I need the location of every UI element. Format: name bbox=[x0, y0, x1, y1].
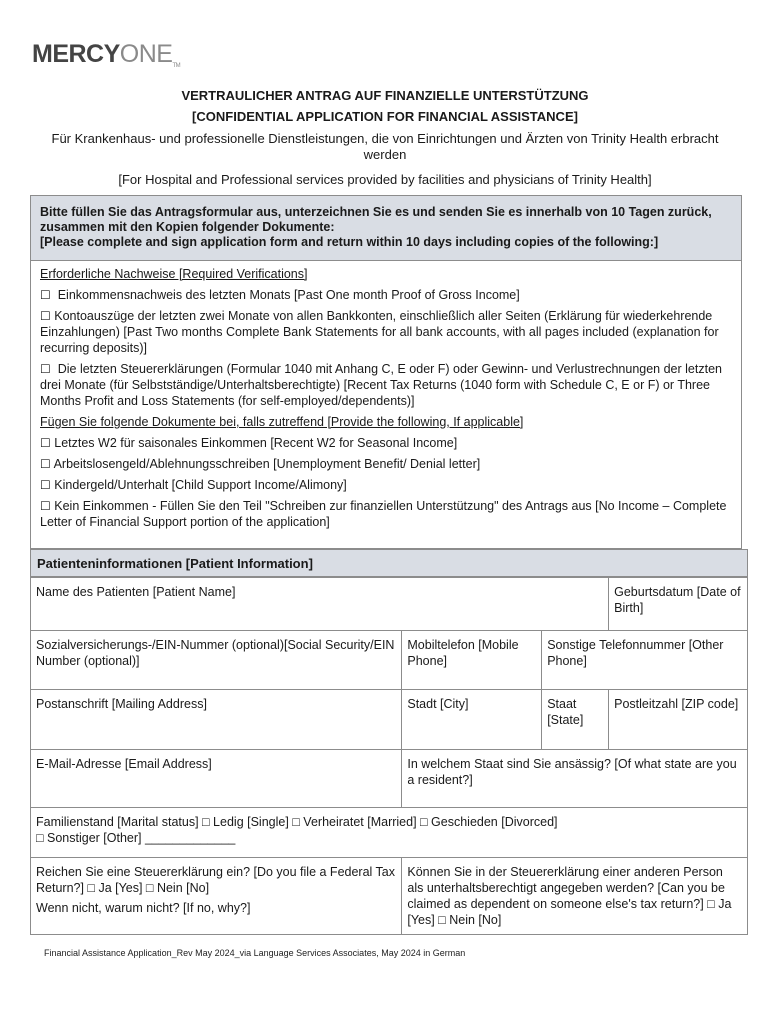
state-field[interactable]: Staat [State] bbox=[542, 690, 609, 750]
checkbox-icon[interactable]: ☐ bbox=[40, 288, 51, 302]
optional-item[interactable]: ☐ Kindergeld/Unterhalt [Child Support Income/Alimony] bbox=[40, 478, 347, 492]
mercyone-logo: MERCYONETM bbox=[32, 40, 181, 69]
instructions-box bbox=[30, 195, 742, 261]
dependent-field[interactable]: Können Sie in der Steuererklärung einer anderen Person als unterhaltsberechtigt angegeben werden? [Can you be claimed as dependent on someone else's tax return?] □ Ja [Yes] □ Nein [No] bbox=[402, 858, 748, 935]
footer-note: Financial Assistance Application_Rev May 2024_via Language Services Associates, May 2024 in German bbox=[44, 948, 466, 958]
resident-state-field[interactable]: In welchem Staat sind Sie ansässig? [Of what state are you a resident?] bbox=[402, 750, 748, 808]
subtitle-english: [For Hospital and Professional services provided by facilities and physicians of Trinity Health] bbox=[118, 172, 652, 187]
checkbox-icon[interactable]: ☐ bbox=[40, 436, 51, 450]
subtitle-german: Für Krankenhaus- und professionelle Dienstleistungen, die von Einrichtungen und Ärzten von Trinity Health erbracht werden bbox=[51, 131, 719, 162]
verifications-box bbox=[30, 261, 742, 549]
city-field[interactable]: Stadt [City] bbox=[402, 690, 542, 750]
mailing-address-field[interactable]: Postanschrift [Mailing Address] bbox=[31, 690, 402, 750]
optional-item[interactable]: ☐ Arbeitslosengeld/Ablehnungsschreiben [Unemployment Benefit/ Denial letter] bbox=[40, 457, 481, 471]
zip-code-field[interactable]: Postleitzahl [ZIP code] bbox=[609, 690, 748, 750]
title-german: VERTRAULICHER ANTRAG AUF FINANZIELLE UNTERSTÜTZUNG bbox=[181, 88, 589, 103]
date-of-birth-field[interactable]: Geburtsdatum [Date of Birth] bbox=[609, 578, 748, 631]
checkbox-icon[interactable]: ☐ bbox=[40, 309, 51, 323]
patient-name-field[interactable]: Name des Patienten [Patient Name] bbox=[31, 578, 609, 631]
required-verifications-heading: Erforderliche Nachweise [Required Verifications] bbox=[40, 267, 308, 281]
checkbox-icon[interactable]: ☐ bbox=[40, 499, 51, 513]
email-field[interactable]: E-Mail-Adresse [Email Address] bbox=[31, 750, 402, 808]
tax-return-question[interactable]: Reichen Sie eine Steuererklärung ein? [Do you file a Federal Tax Return?] □ Ja [Yes] □ Nein [No] bbox=[36, 865, 396, 895]
checkbox-icon[interactable]: ☐ bbox=[40, 478, 51, 492]
patient-information-table bbox=[30, 577, 748, 935]
checkbox-icon[interactable]: ☐ bbox=[40, 362, 51, 376]
tax-return-field[interactable] bbox=[31, 858, 402, 935]
instructions-german: Bitte füllen Sie das Antragsformular aus, unterzeichnen Sie es und senden Sie es innerhalb von 10 Tagen zurück, zusammen mit den Kopien folgender Dokumente: bbox=[40, 205, 712, 234]
optional-item[interactable]: ☐ Kein Einkommen - Füllen Sie den Teil "Schreiben zur finanziellen Unterstützung" des Antrags aus [No Income – Complete Letter of Financial Support portion of the application] bbox=[40, 499, 727, 529]
optional-verifications-heading: Fügen Sie folgende Dokumente bei, falls zutreffend [Provide the following, If applicable] bbox=[40, 415, 524, 429]
required-item[interactable]: ☐ Die letzten Steuererklärungen (Formular 1040 mit Anhang C, E oder F) oder Gewinn- und Verlustrechnungen der letzten drei Monate (für Selbstständige/Unterhaltsberechtigte) [Recent Tax Returns (1040 form with Schedule C, E or F) or Three Months Profit and Loss Statements (for self-employed/dependents)] bbox=[40, 362, 722, 408]
required-item[interactable]: ☐ Kontoauszüge der letzten zwei Monate von allen Bankkonten, einschließlich aller Seiten (Erklärung für wiederkehrende Einzahlungen) [Past Two months Complete Bank Statements for all bank accounts, with all pages included (explanation for recurring deposits)] bbox=[40, 309, 719, 355]
marital-status-other[interactable]: □ Sonstiger [Other] _____________ bbox=[36, 831, 236, 845]
mobile-phone-field[interactable]: Mobiltelefon [Mobile Phone] bbox=[402, 631, 542, 690]
title-english: [CONFIDENTIAL APPLICATION FOR FINANCIAL ASSISTANCE] bbox=[192, 109, 578, 124]
checkbox-icon[interactable]: ☐ bbox=[40, 457, 51, 471]
ssn-field[interactable]: Sozialversicherungs-/EIN-Nummer (optional)[Social Security/EIN Number (optional)] bbox=[31, 631, 402, 690]
required-item[interactable]: ☐ Einkommensnachweis des letzten Monats [Past One month Proof of Gross Income] bbox=[40, 288, 520, 302]
marital-status-field[interactable] bbox=[31, 808, 748, 858]
patient-information-heading: Patienteninformationen [Patient Information] bbox=[30, 549, 748, 577]
optional-item[interactable]: ☐ Letztes W2 für saisonales Einkommen [Recent W2 for Seasonal Income] bbox=[40, 436, 458, 450]
instructions-english: [Please complete and sign application form and return within 10 days including copies of the following:] bbox=[40, 235, 659, 249]
other-phone-field[interactable]: Sonstige Telefonnummer [Other Phone] bbox=[542, 631, 748, 690]
marital-status-options[interactable]: Familienstand [Marital status] □ Ledig [Single] □ Verheiratet [Married] □ Geschieden [Divorced] bbox=[36, 815, 558, 829]
tax-return-why[interactable]: Wenn nicht, warum nicht? [If no, why?] bbox=[36, 901, 251, 915]
